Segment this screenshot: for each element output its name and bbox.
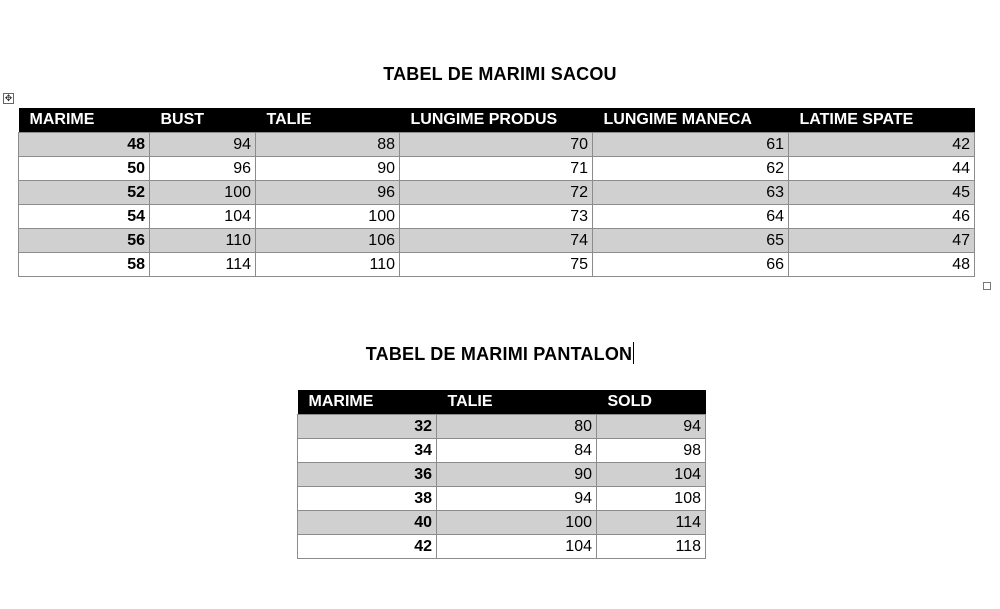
table-row <box>19 229 975 253</box>
table-cell[interactable]: 44 <box>789 157 975 181</box>
table-cell[interactable]: 94 <box>437 487 597 511</box>
table-cell[interactable]: 110 <box>150 229 256 253</box>
table-cell[interactable]: 38 <box>298 487 437 511</box>
table-row <box>19 253 975 277</box>
table-cell[interactable]: 61 <box>593 133 789 157</box>
header-bust: BUST <box>150 108 256 133</box>
table-row <box>298 511 706 535</box>
table-cell[interactable]: 34 <box>298 439 437 463</box>
table-row <box>298 487 706 511</box>
table-cell[interactable]: 52 <box>19 181 150 205</box>
table-cell[interactable]: 42 <box>789 133 975 157</box>
table-row <box>298 535 706 559</box>
table-cell[interactable]: 94 <box>597 415 706 439</box>
table-cell[interactable]: 106 <box>256 229 400 253</box>
table-cell[interactable]: 84 <box>437 439 597 463</box>
table-cell[interactable]: 73 <box>400 205 593 229</box>
table-cell[interactable]: 94 <box>150 133 256 157</box>
table-cell[interactable]: 100 <box>437 511 597 535</box>
table-cell[interactable]: 100 <box>150 181 256 205</box>
table-cell[interactable]: 75 <box>400 253 593 277</box>
table-cell[interactable]: 90 <box>256 157 400 181</box>
header-sold: SOLD <box>597 390 706 415</box>
table-header-row <box>298 390 706 415</box>
table-cell[interactable]: 80 <box>437 415 597 439</box>
table-cell[interactable]: 74 <box>400 229 593 253</box>
table-cell[interactable]: 90 <box>437 463 597 487</box>
header-lungime-produs: LUNGIME PRODUS <box>400 108 593 133</box>
table-row <box>298 439 706 463</box>
table-row <box>19 181 975 205</box>
table-cell[interactable]: 48 <box>789 253 975 277</box>
table-cell[interactable]: 42 <box>298 535 437 559</box>
table-cell[interactable]: 56 <box>19 229 150 253</box>
pantalon-size-table <box>297 390 706 559</box>
table-cell[interactable]: 32 <box>298 415 437 439</box>
text-cursor <box>633 342 634 364</box>
table-cell[interactable]: 40 <box>298 511 437 535</box>
table-cell[interactable]: 96 <box>256 181 400 205</box>
sacou-size-table <box>18 108 975 277</box>
table-row <box>298 415 706 439</box>
table-resize-handle-icon[interactable] <box>983 282 991 290</box>
table-row <box>19 205 975 229</box>
header-marime: MARIME <box>298 390 437 415</box>
table-move-handle-icon[interactable]: ✥ <box>4 93 13 103</box>
table-cell[interactable]: 45 <box>789 181 975 205</box>
table-cell[interactable]: 65 <box>593 229 789 253</box>
table-cell[interactable]: 98 <box>597 439 706 463</box>
pantalon-table-title-container[interactable] <box>0 342 1000 365</box>
table-cell[interactable]: 64 <box>593 205 789 229</box>
table-cell[interactable]: 54 <box>19 205 150 229</box>
table-row <box>19 133 975 157</box>
table-cell[interactable]: 63 <box>593 181 789 205</box>
table-row <box>298 463 706 487</box>
table-cell[interactable]: 47 <box>789 229 975 253</box>
table-cell[interactable]: 108 <box>597 487 706 511</box>
table-cell[interactable]: 58 <box>19 253 150 277</box>
table-cell[interactable]: 48 <box>19 133 150 157</box>
table-cell[interactable]: 72 <box>400 181 593 205</box>
table-cell[interactable]: 46 <box>789 205 975 229</box>
table-cell[interactable]: 104 <box>597 463 706 487</box>
header-lungime-maneca: LUNGIME MANECA <box>593 108 789 133</box>
table-cell[interactable]: 104 <box>150 205 256 229</box>
table-cell[interactable]: 88 <box>256 133 400 157</box>
table-cell[interactable]: 96 <box>150 157 256 181</box>
table-cell[interactable]: 114 <box>597 511 706 535</box>
table-cell[interactable]: 71 <box>400 157 593 181</box>
table-cell[interactable]: 66 <box>593 253 789 277</box>
header-talie: TALIE <box>437 390 597 415</box>
table-cell[interactable]: 70 <box>400 133 593 157</box>
table-cell[interactable]: 104 <box>437 535 597 559</box>
table-row <box>19 157 975 181</box>
table-cell[interactable]: 100 <box>256 205 400 229</box>
table-cell[interactable]: 62 <box>593 157 789 181</box>
header-marime: MARIME <box>19 108 150 133</box>
header-latime-spate: LATIME SPATE <box>789 108 975 133</box>
sacou-table-title: TABEL DE MARIMI SACOU <box>383 64 617 84</box>
pantalon-table-title: TABEL DE MARIMI PANTALON <box>365 344 633 364</box>
header-talie: TALIE <box>256 108 400 133</box>
table-header-row <box>19 108 975 133</box>
table-cell[interactable]: 118 <box>597 535 706 559</box>
table-cell[interactable]: 114 <box>150 253 256 277</box>
table-cell[interactable]: 36 <box>298 463 437 487</box>
table-cell[interactable]: 50 <box>19 157 150 181</box>
table-cell[interactable]: 110 <box>256 253 400 277</box>
